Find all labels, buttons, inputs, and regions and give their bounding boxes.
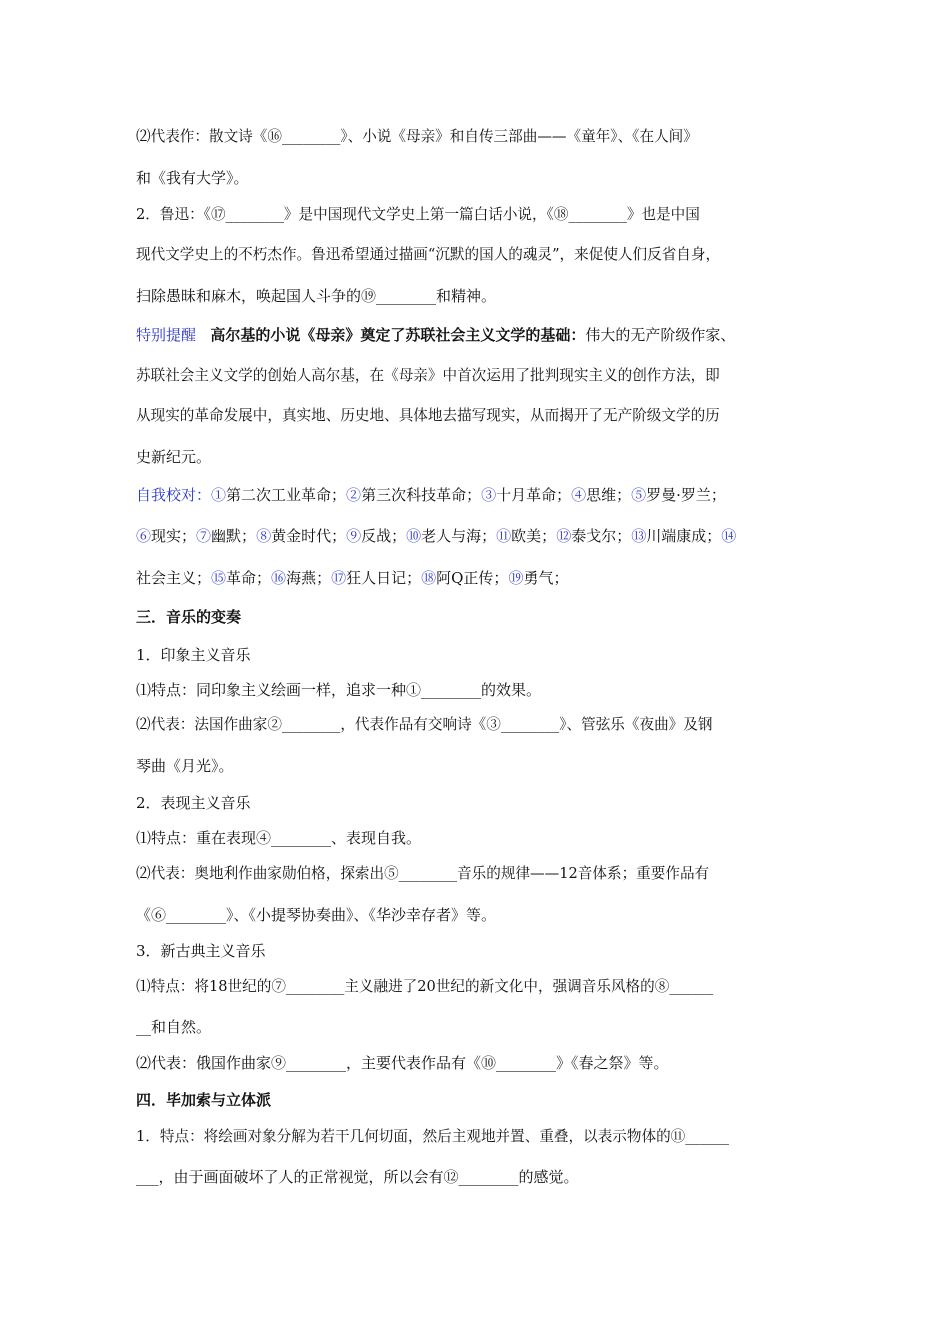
answer-marker: ⑰ <box>331 569 347 587</box>
answer-marker: ⑩ <box>406 527 422 545</box>
answer-marker: ⑫ <box>556 527 572 545</box>
answer-text: 黄金时代； <box>271 527 347 545</box>
subsection-heading: 2．表现主义音乐 <box>136 794 251 812</box>
text-line: ⑵代表：奥地利作曲家勋伯格，探索出⑤________音乐的规律——12音体系；重要作品有 <box>136 865 710 882</box>
answer-text: 川端康成； <box>646 527 722 545</box>
answer-marker: ① <box>211 486 227 504</box>
text-line: 琴曲《月光》。 <box>136 757 234 775</box>
answer-marker: ⑤ <box>631 486 647 504</box>
special-reminder-label: 特别提醒 <box>136 326 197 344</box>
text-line: 苏联社会主义文学的创始人高尔基，在《母亲》中首次运用了批判现实主义的创作方法，即 <box>136 367 720 384</box>
text-line: ⑴特点：将18世纪的⑦________主义融进了20世纪的新文化中，强调音乐风格的⑧______ <box>136 978 714 995</box>
answer-marker: ⑦ <box>196 527 212 545</box>
text-line: 现代文学史上的不朽杰作。鲁迅希望通过描画“沉默的国人的魂灵”，来促使人们反省自身， <box>136 246 721 263</box>
text-line: 《⑥________》、《小提琴协奏曲》、《华沙幸存者》等。 <box>136 906 497 924</box>
text-line: ⑵代表：俄国作曲家⑨________，主要代表作品有《⑩________》《春之祭》等。 <box>136 1054 669 1072</box>
text-line: 1．特点：将绘画对象分解为若干几何切面，然后主观地并置、重叠，以表示物体的⑪______ <box>136 1128 730 1145</box>
answer-text: 反战； <box>361 527 407 545</box>
answer-text: 社会主义； <box>136 569 212 587</box>
answer-text: 现实； <box>151 527 197 545</box>
self-check-line <box>136 568 568 588</box>
answer-marker: ⑮ <box>211 569 227 587</box>
section-heading: 四．毕加索与立体派 <box>136 1091 272 1109</box>
answer-marker: ⑱ <box>421 569 437 587</box>
text-line: 史新纪元。 <box>136 448 212 466</box>
answer-text: 第二次工业革命； <box>226 486 347 504</box>
answer-text: 老人与海； <box>421 527 497 545</box>
section-heading: 三．音乐的变奏 <box>136 608 242 626</box>
text-line: ___，由于画面破坏了人的正常视觉，所以会有⑫________的感觉。 <box>136 1168 579 1186</box>
answer-text: 第三次科技革命； <box>361 486 482 504</box>
text-line: ⑵代表作：散文诗《⑯________》、小说《母亲》和自传三部曲——《童年》、《在人间》 <box>136 128 698 145</box>
self-check-line <box>136 485 726 505</box>
text-line: 从现实的革命发展中，真实地、历史地、具体地去描写现实，从而揭开了无产阶级文学的历 <box>136 407 720 424</box>
answer-text: 泰戈尔； <box>571 527 632 545</box>
text-line: 2．鲁迅：《⑰________》是中国现代文学史上第一篇白话小说，《⑱________》也是中国 <box>136 206 700 223</box>
text-line: ⑵代表：法国作曲家②________，代表作品有交响诗《③________》、管弦乐《夜曲》及钢 <box>136 716 713 733</box>
answer-marker: ③ <box>481 486 497 504</box>
text-line: __和自然。 <box>136 1018 212 1036</box>
answer-text: 海燕； <box>286 569 332 587</box>
answer-text: 阿Q正传； <box>436 569 509 587</box>
answer-marker: ⑨ <box>346 527 362 545</box>
answer-marker: ⑲ <box>508 569 524 587</box>
answer-text: 欧美； <box>511 527 557 545</box>
self-check-label: 自我校对： <box>136 486 212 504</box>
subsection-heading: 1．印象主义音乐 <box>136 646 251 664</box>
answer-marker: ⑧ <box>256 527 272 545</box>
text-span: 伟大的无产阶级作家、 <box>585 326 736 344</box>
self-check-line <box>136 526 736 546</box>
answer-text: 革命； <box>226 569 272 587</box>
text-line: 和《我有大学》。 <box>136 169 249 187</box>
subsection-heading: 3．新古典主义音乐 <box>136 942 266 960</box>
answer-marker: ⑥ <box>136 527 152 545</box>
answer-marker: ⑯ <box>271 569 287 587</box>
answer-marker: ⑭ <box>721 527 737 545</box>
answer-marker: ④ <box>571 486 587 504</box>
answer-text: 思维； <box>586 486 632 504</box>
text-line: ⑴特点：重在表现④________、表现自我。 <box>136 829 422 847</box>
answer-text: 幽默； <box>211 527 257 545</box>
text-line: 扫除愚昧和麻木，唤起国人斗争的⑲________和精神。 <box>136 287 497 305</box>
special-reminder-line <box>136 325 735 345</box>
text-line: ⑴特点：同印象主义绘画一样，追求一种①________的效果。 <box>136 681 542 699</box>
answer-text: 勇气； <box>523 569 569 587</box>
answer-marker: ② <box>346 486 362 504</box>
answer-text: 狂人日记； <box>346 569 422 587</box>
answer-text: 十月革命； <box>496 486 572 504</box>
answer-marker: ⑬ <box>631 527 647 545</box>
special-reminder-heading: 高尔基的小说《母亲》奠定了苏联社会主义文学的基础： <box>210 326 586 344</box>
answer-marker: ⑪ <box>496 527 512 545</box>
answer-text: 罗曼·罗兰； <box>646 486 726 504</box>
